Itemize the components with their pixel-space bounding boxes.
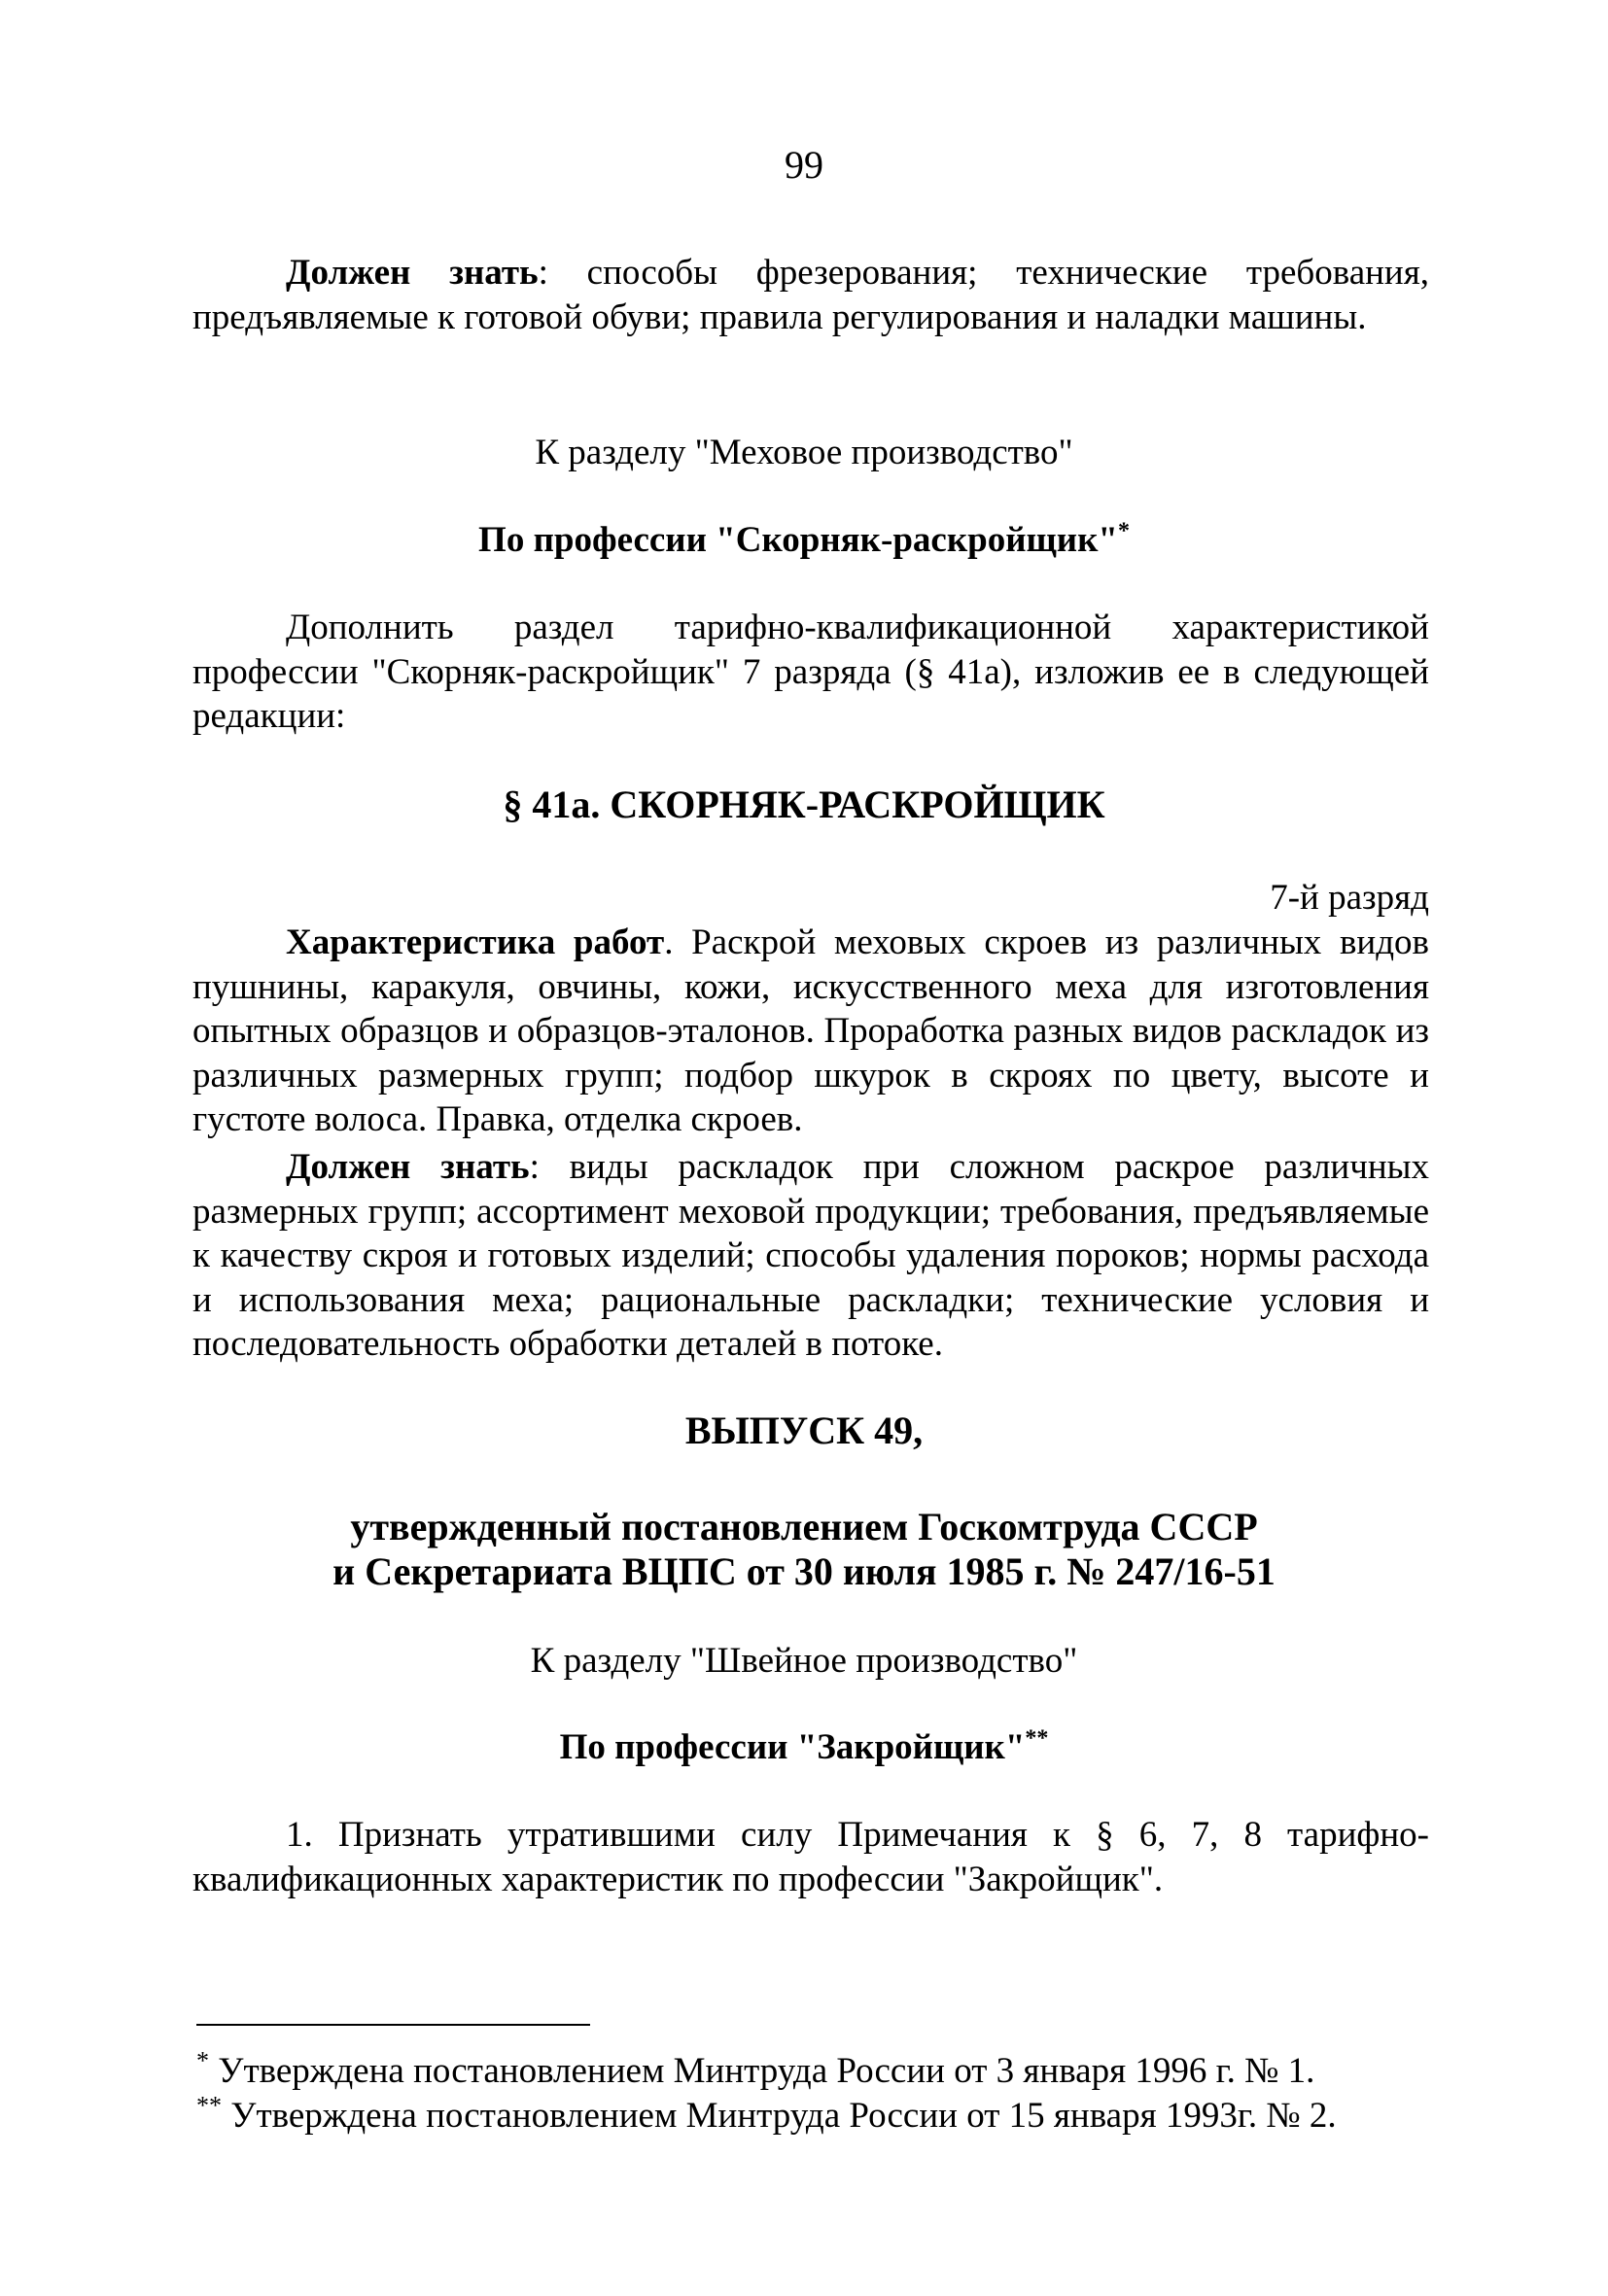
profession-heading-text: По профессии "Скорняк-раскройщик" bbox=[478, 520, 1118, 560]
work-characteristics-paragraph bbox=[192, 921, 1429, 1142]
profession-heading-cutter bbox=[0, 1725, 1608, 1770]
item-1-paragraph: 1. Признать утратившими силу Примечания к § 6, 7, 8 тарифно-квалификационных характеристик по профессии "Закройщик". bbox=[192, 1815, 1429, 1899]
footnote-2-text: Утверждена постановлением Минтруда России от 15 января 1993г. № 2. bbox=[230, 2096, 1337, 2136]
section-heading-fur: К разделу "Меховое производство" bbox=[535, 433, 1073, 472]
page-number: 99 bbox=[785, 143, 823, 187]
issue-approval-line-2: и Секретариата ВЦПС от 30 июля 1985 г. № 247/16-51 bbox=[332, 1549, 1276, 1593]
must-know-paragraph-2 bbox=[192, 1145, 1429, 1367]
footnote-2 bbox=[196, 2091, 1337, 2136]
work-characteristics-text: . Раскрой меховых скроев из различных видов пушнины, каракуля, овчины, кожи, искусственного меха для изготовления опытных образцов и образцов-эталонов. Проработка разных видов раскладок из различных размерных групп; подбор шкурок в скроях по цвету, высоте и густоте волоса. Правка, отделка скроев. bbox=[192, 922, 1430, 1139]
must-know-paragraph-1 bbox=[192, 251, 1429, 339]
must-know-lead: Должен знать bbox=[286, 253, 539, 293]
footnote-2-mark: ** bbox=[196, 2091, 222, 2120]
must-know-text: : способы фрезерования; технические требования, предъявляемые к готовой обуви; правила регулирования и наладки машины. bbox=[192, 253, 1429, 337]
issue-approval-line-1: утвержденный постановлением Госкомтруда СССР bbox=[350, 1505, 1258, 1548]
issue-title: ВЫПУСК 49, bbox=[684, 1409, 924, 1452]
section-heading-sewing: К разделу "Швейное производство" bbox=[530, 1641, 1078, 1681]
footnote-mark: * bbox=[1117, 518, 1130, 544]
footnote-separator bbox=[196, 2024, 590, 2026]
must-know-lead: Должен знать bbox=[286, 1147, 530, 1187]
footnote-1 bbox=[196, 2046, 1315, 2091]
paragraph-title: § 41а. СКОРНЯК-РАСКРОЙЩИК bbox=[503, 783, 1105, 826]
supplement-paragraph: Дополнить раздел тарифно-квалификационной характеристикой профессии "Скорняк-раскройщик" 7 разряда (§ 41а), изложив ее в следующей редакции: bbox=[192, 608, 1429, 736]
work-characteristics-lead: Характеристика работ bbox=[286, 922, 665, 962]
footnote-1-text: Утверждена постановлением Минтруда России от 3 января 1996 г. № 1. bbox=[218, 2051, 1315, 2091]
must-know-text: : виды раскладок при сложном раскрое различных размерных групп; ассортимент меховой продукции; требования, предъявляемые к качеству скроя и готовых изделий; способы удаления пороков; нормы расхода и использования меха; рациональные раскладки; технические условия и последовательность обработки деталей в потоке. bbox=[192, 1147, 1429, 1364]
footnote-mark: ** bbox=[1025, 1725, 1049, 1752]
profession-heading-furrier bbox=[0, 518, 1608, 563]
profession-heading-text: По профессии "Закройщик" bbox=[559, 1727, 1026, 1767]
grade-label: 7-й разряд bbox=[1270, 878, 1429, 918]
footnote-1-mark: * bbox=[196, 2046, 209, 2075]
